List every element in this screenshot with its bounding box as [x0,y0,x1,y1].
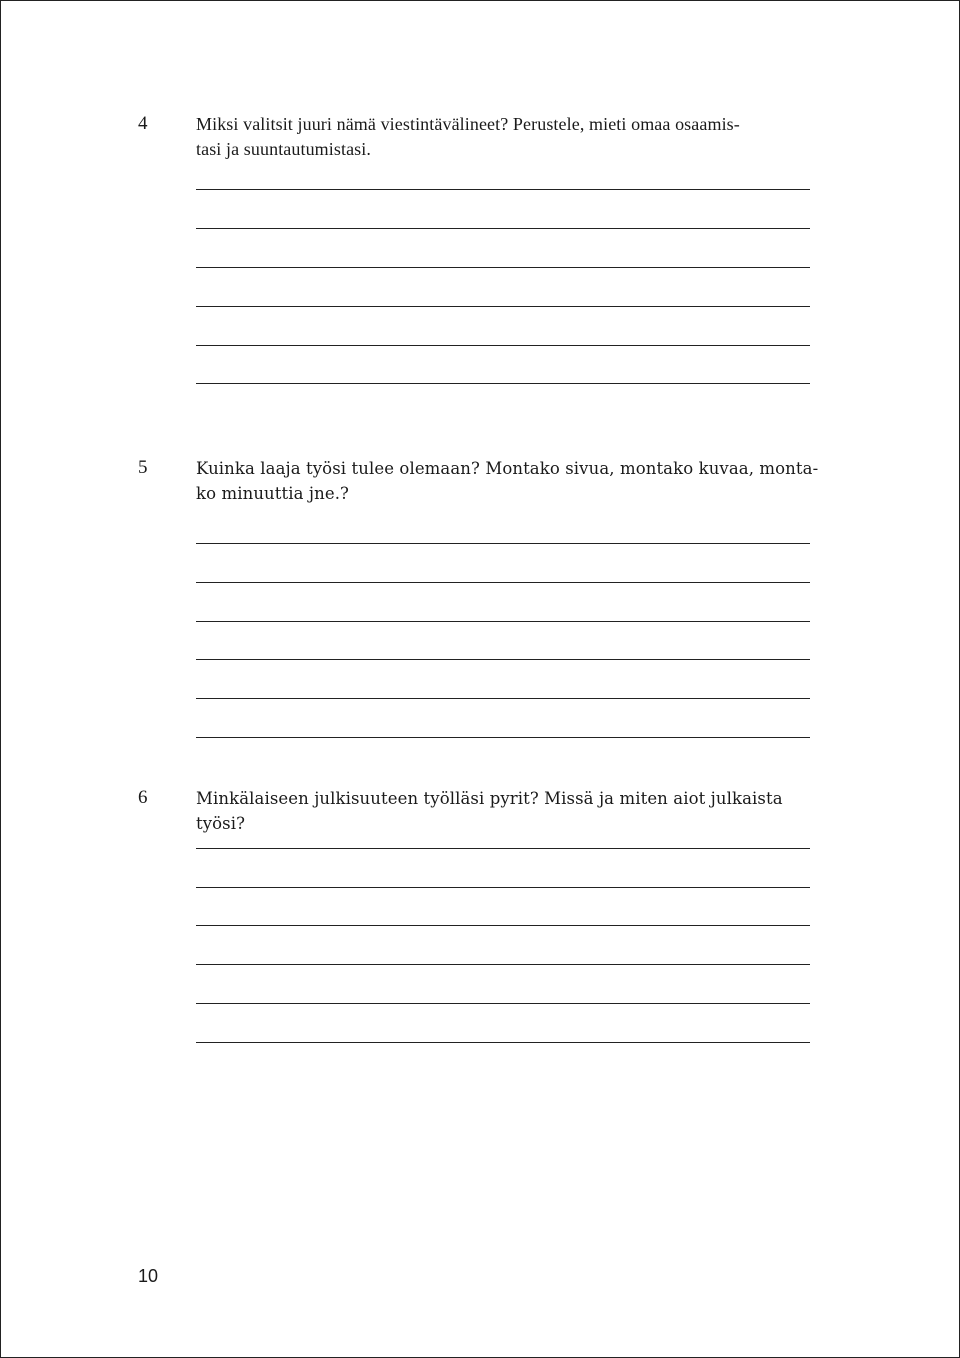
answer-line[interactable] [196,543,810,544]
answer-line[interactable] [196,964,810,965]
answer-line[interactable] [196,228,810,229]
answer-line[interactable] [196,925,810,926]
question-4-text-line-2: tasi ja suuntautumistasi. [196,138,371,159]
question-6-text [196,787,836,836]
answer-line[interactable] [196,659,810,660]
answer-line[interactable] [196,306,810,307]
answer-line[interactable] [196,383,810,384]
answer-line[interactable] [196,345,810,346]
question-5-number: 5 [138,457,148,478]
question-5-text-line-2: ko minuuttia jne.? [196,483,349,503]
answer-line[interactable] [196,737,810,738]
question-6-number: 6 [138,787,148,808]
answer-line[interactable] [196,621,810,622]
page-number: 10 [138,1266,159,1286]
question-6-text-line-1: Minkälaiseen julkisuuteen työlläsi pyrit? Missä ja miten aiot julkaista työsi? [196,789,783,833]
question-5-text-line-1: Kuinka laaja työsi tulee olemaan? Montako sivua, montako kuvaa, monta- [196,459,819,478]
answer-line[interactable] [196,267,810,268]
question-4-text-line-1: Miksi valitsit juuri nämä viestintävälineet? Perustele, mieti omaa osaamis- [196,114,740,134]
answer-line[interactable] [196,1042,810,1043]
answer-line[interactable] [196,698,810,699]
question-4-text [196,112,826,161]
answer-line[interactable] [196,848,810,849]
answer-line[interactable] [196,189,810,190]
answer-line[interactable] [196,1003,810,1004]
question-4-number: 4 [138,113,148,134]
answer-line[interactable] [196,582,810,583]
question-5-text [196,457,826,506]
answer-line[interactable] [196,887,810,888]
